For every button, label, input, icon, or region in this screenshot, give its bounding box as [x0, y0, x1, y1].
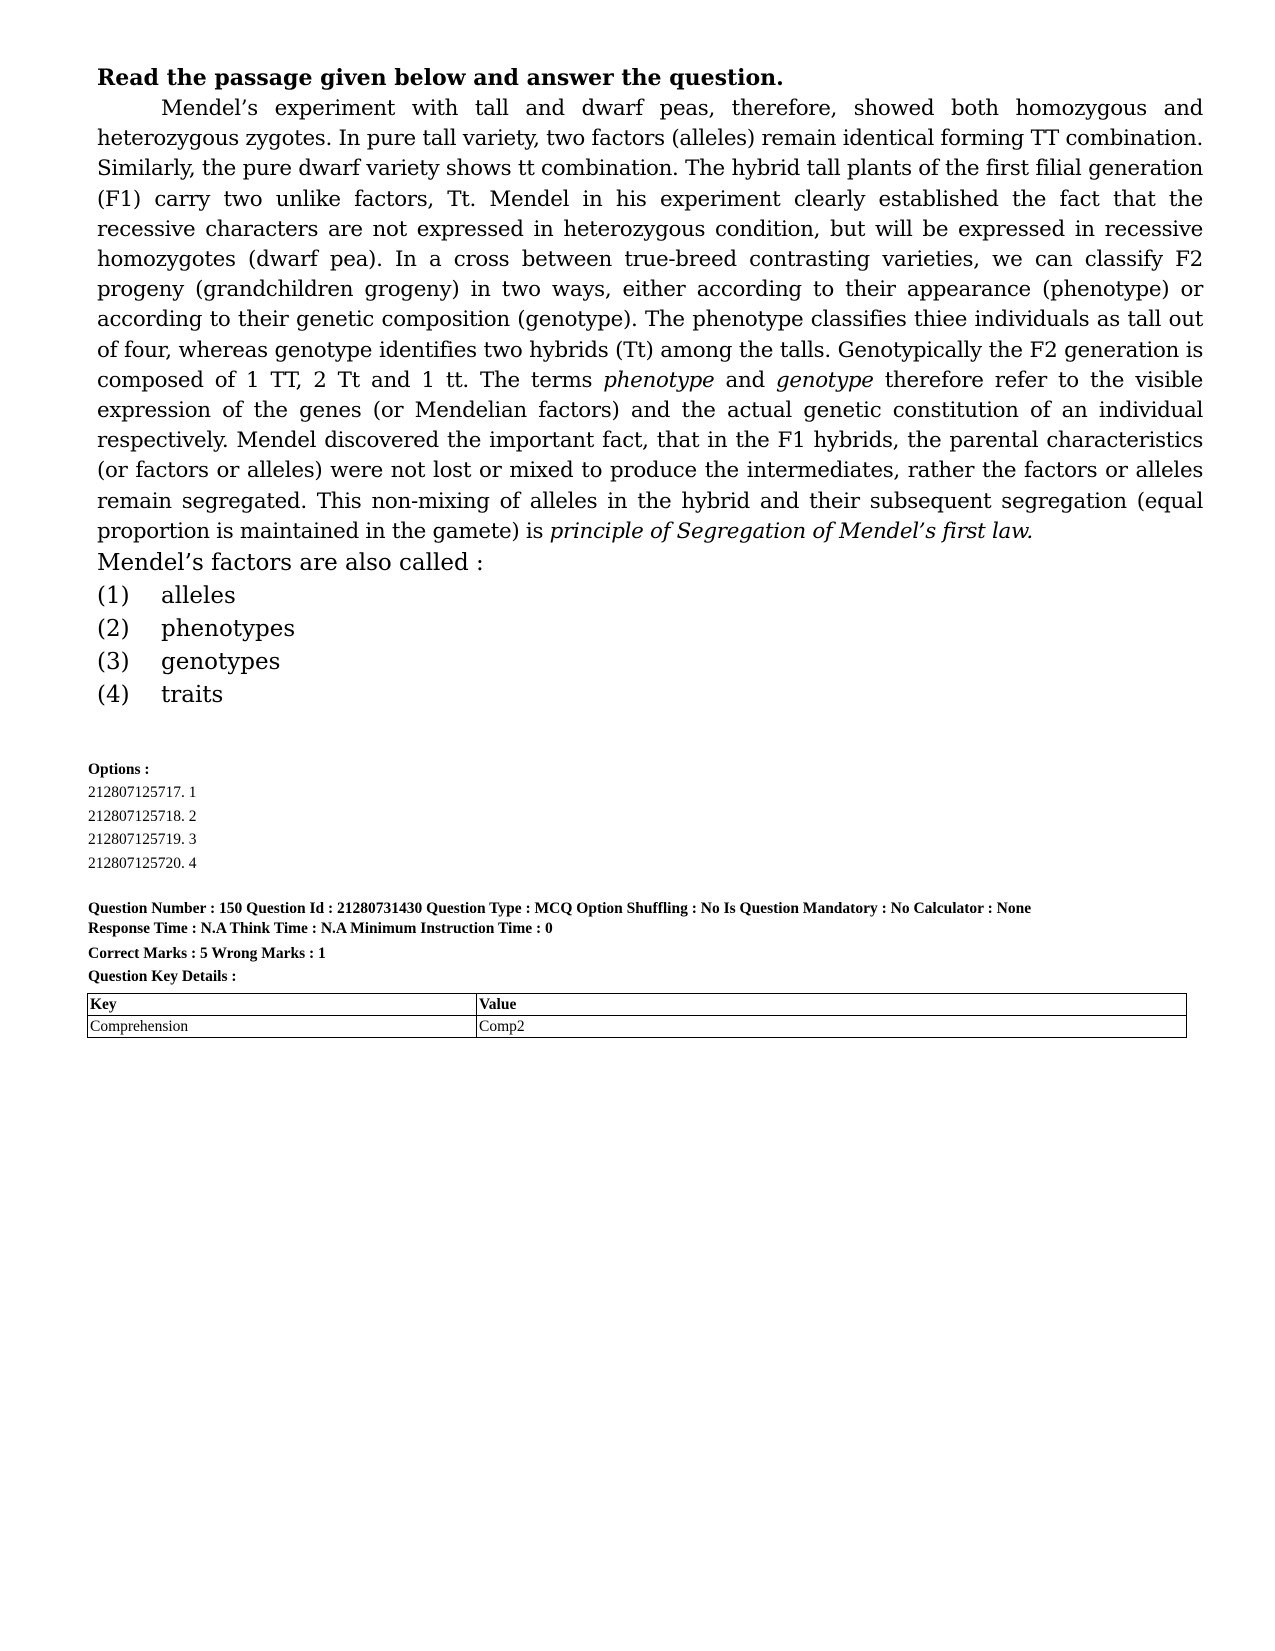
word-and: and	[725, 367, 765, 393]
passage-text-part1: Mendel’s experiment with tall and dwarf peas, therefore, showed both homozygous and heterozygous zygotes. In pure tall variety, two factors (alleles) remain identical forming TT combination. Similarly, the pure dwarf variety shows tt combination. The hybrid tall plants of the first filial generation (F1) carry two unlike factors, Tt. Mendel in his experiment clearly established the fact that the recessive characters are not expressed in heterozygous condition, but will be expressed in recessive homozygotes (dwarf pea). In a cross between true-breed contrasting varieties, we can classify F2 progeny (grandchildren grogeny) in two ways, either according to their appearance (phenotype) or according to their genetic composition (genotype). The phenotype classifies thiee individuals as tall out of four, whereas genotype identifies two hybrids (Tt) among the talls. Genotypically the F2 generation is composed of 1 TT, 2 Tt and 1 tt. The terms	[97, 96, 1203, 393]
choice-number: (3)	[97, 649, 130, 676]
term-phenotype: phenotype	[603, 367, 715, 393]
choice-item	[97, 613, 1203, 646]
option-code: 212807125720. 4	[88, 854, 197, 872]
choice-item	[97, 646, 1203, 679]
table-header-row	[88, 994, 1187, 1016]
question-info-line1: Question Number : 150 Question Id : 21280731430 Question Type : MCQ Option Shuffling : No Is Question Mandatory : No Calculator : None	[88, 900, 1032, 917]
option-code: 212807125718. 2	[88, 807, 197, 825]
options-label: Options :	[88, 761, 150, 778]
passage-body	[97, 94, 1203, 547]
header-key: Key	[88, 994, 477, 1016]
option-code: 212807125719. 3	[88, 831, 197, 848]
cell-key: Comprehension	[88, 1016, 477, 1038]
choice-text: traits	[161, 682, 224, 709]
table-row	[88, 1016, 1187, 1038]
key-details-label: Question Key Details :	[88, 968, 237, 985]
question-stem: Mendel’s factors are also called :	[97, 550, 484, 577]
marks-line: Correct Marks : 5 Wrong Marks : 1	[88, 945, 326, 962]
choice-text: alleles	[161, 583, 236, 610]
choice-list	[97, 580, 1203, 712]
choice-number: (2)	[97, 616, 130, 643]
choice-number: (4)	[97, 682, 130, 709]
passage-text-part2: therefore refer to the visible expression of the genes (or Mendelian factors) and the actual genetic constitution of an individual respectively. Mendel discovered the important fact, that in the F1 hybrids, the parental characteristics (or factors or alleles) were not lost or mixed to produce the intermediates, rather the factors or alleles remain segregated. This non-mixing of alleles in the hybrid and their subsequent segregation (equal proportion is maintained in the gamete) is	[97, 367, 1204, 544]
passage-block	[97, 62, 1203, 712]
question-info-block	[88, 899, 1198, 988]
principle-of-segregation: principle of Segregation of Mendel’s first law.	[549, 518, 1033, 544]
term-genotype: genotype	[775, 367, 874, 393]
choice-text: phenotypes	[161, 616, 296, 643]
choice-number: (1)	[97, 583, 130, 610]
header-value: Value	[477, 994, 1187, 1016]
choice-text: genotypes	[161, 649, 281, 676]
key-details-table	[87, 993, 1187, 1038]
question-info-line2: Response Time : N.A Think Time : N.A Minimum Instruction Time : 0	[88, 920, 553, 937]
passage-heading: Read the passage given below and answer the question.	[97, 65, 784, 91]
cell-value: Comp2	[477, 1016, 1187, 1038]
options-block	[88, 758, 1198, 875]
option-code: 212807125717. 1	[88, 784, 197, 801]
choice-item	[97, 679, 1203, 712]
choice-item	[97, 580, 1203, 613]
